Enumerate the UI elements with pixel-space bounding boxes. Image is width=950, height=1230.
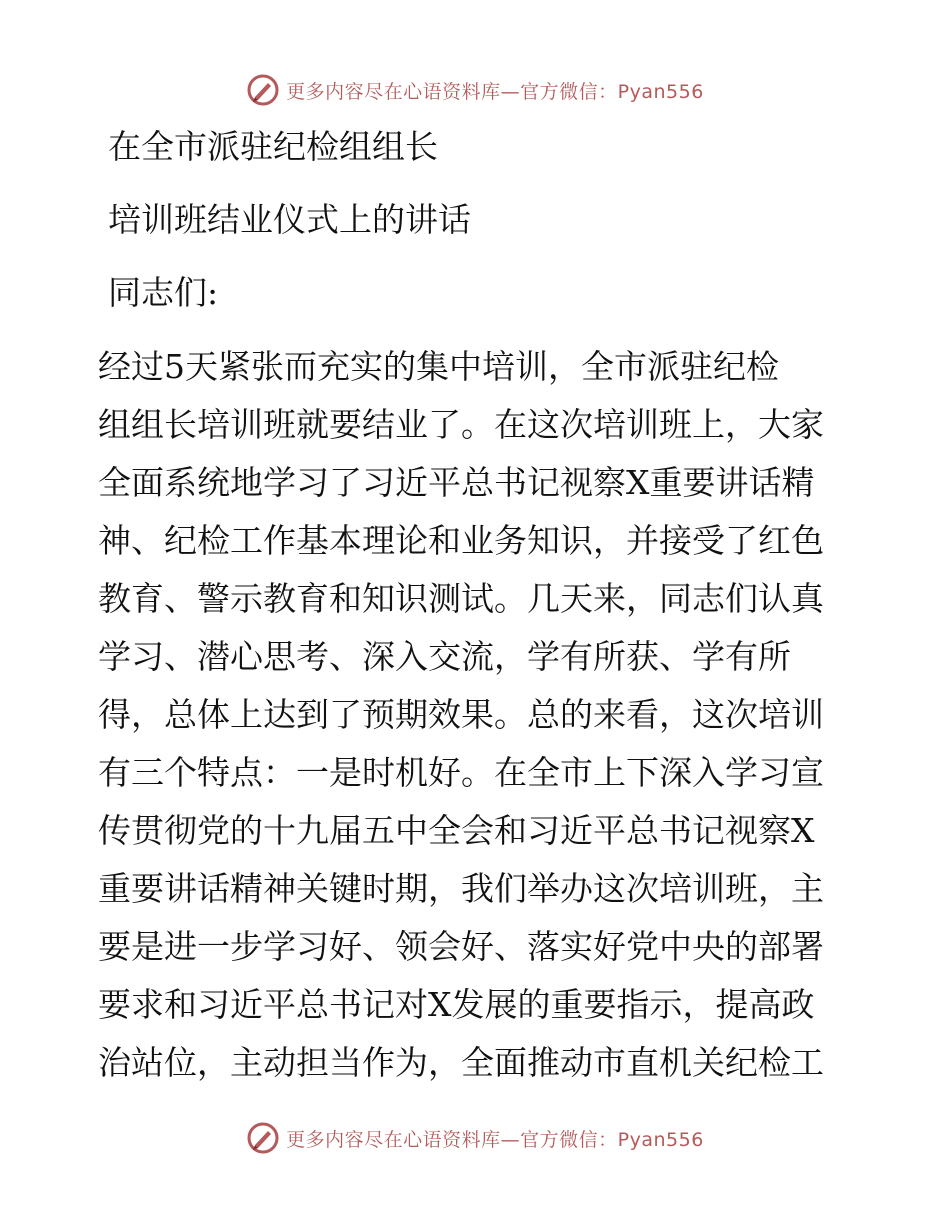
paragraph-line-4: 神、纪检工作基本理论和业务知识，并接受了红色 [98, 521, 824, 560]
paragraph-line-6: 学习、潜心思考、深入交流，学有所获、学有所 [98, 637, 791, 676]
salutation: 同志们: [108, 273, 219, 312]
header-watermark-banner [0, 70, 950, 110]
paragraph-line-5: 教育、警示教育和知识测试。几天来，同志们认真 [98, 579, 824, 618]
pen-logo-icon [246, 73, 280, 107]
footer-watermark-banner [0, 1118, 950, 1158]
paragraph-line-3: 全面系统地学习了习近平总书记视察X重要讲话精 [98, 463, 815, 502]
watermark-text: 更多内容尽在心语资料库—官方微信：Pyan556 [286, 1128, 704, 1151]
paragraph-line-9: 传贯彻党的十九届五中全会和习近平总书记视察X [98, 811, 815, 850]
title-line-1: 在全市派驻纪检组组长 [108, 127, 438, 166]
paragraph-line-11: 要是进一步学习好、领会好、落实好党中央的部署 [98, 927, 824, 966]
paragraph-line-10: 重要讲话精神关键时期，我们举办这次培训班，主 [98, 869, 824, 908]
title-line-2: 培训班结业仪式上的讲话 [108, 200, 471, 239]
paragraph-line-12: 要求和习近平总书记对X发展的重要指示，提高政 [98, 985, 815, 1024]
paragraph-line-13: 治站位，主动担当作为，全面推动市直机关纪检工 [98, 1043, 824, 1082]
paragraph-line-2: 组组长培训班就要结业了。在这次培训班上，大家 [98, 405, 824, 444]
pen-logo-icon [246, 1121, 280, 1155]
paragraph-line-7: 得，总体上达到了预期效果。总的来看，这次培训 [98, 695, 824, 734]
watermark-text: 更多内容尽在心语资料库—官方微信：Pyan556 [286, 80, 704, 103]
paragraph-line-8: 有三个特点：一是时机好。在全市上下深入学习宣 [98, 753, 824, 792]
paragraph-line-1: 经过5天紧张而充实的集中培训，全市派驻纪检 [98, 347, 779, 386]
